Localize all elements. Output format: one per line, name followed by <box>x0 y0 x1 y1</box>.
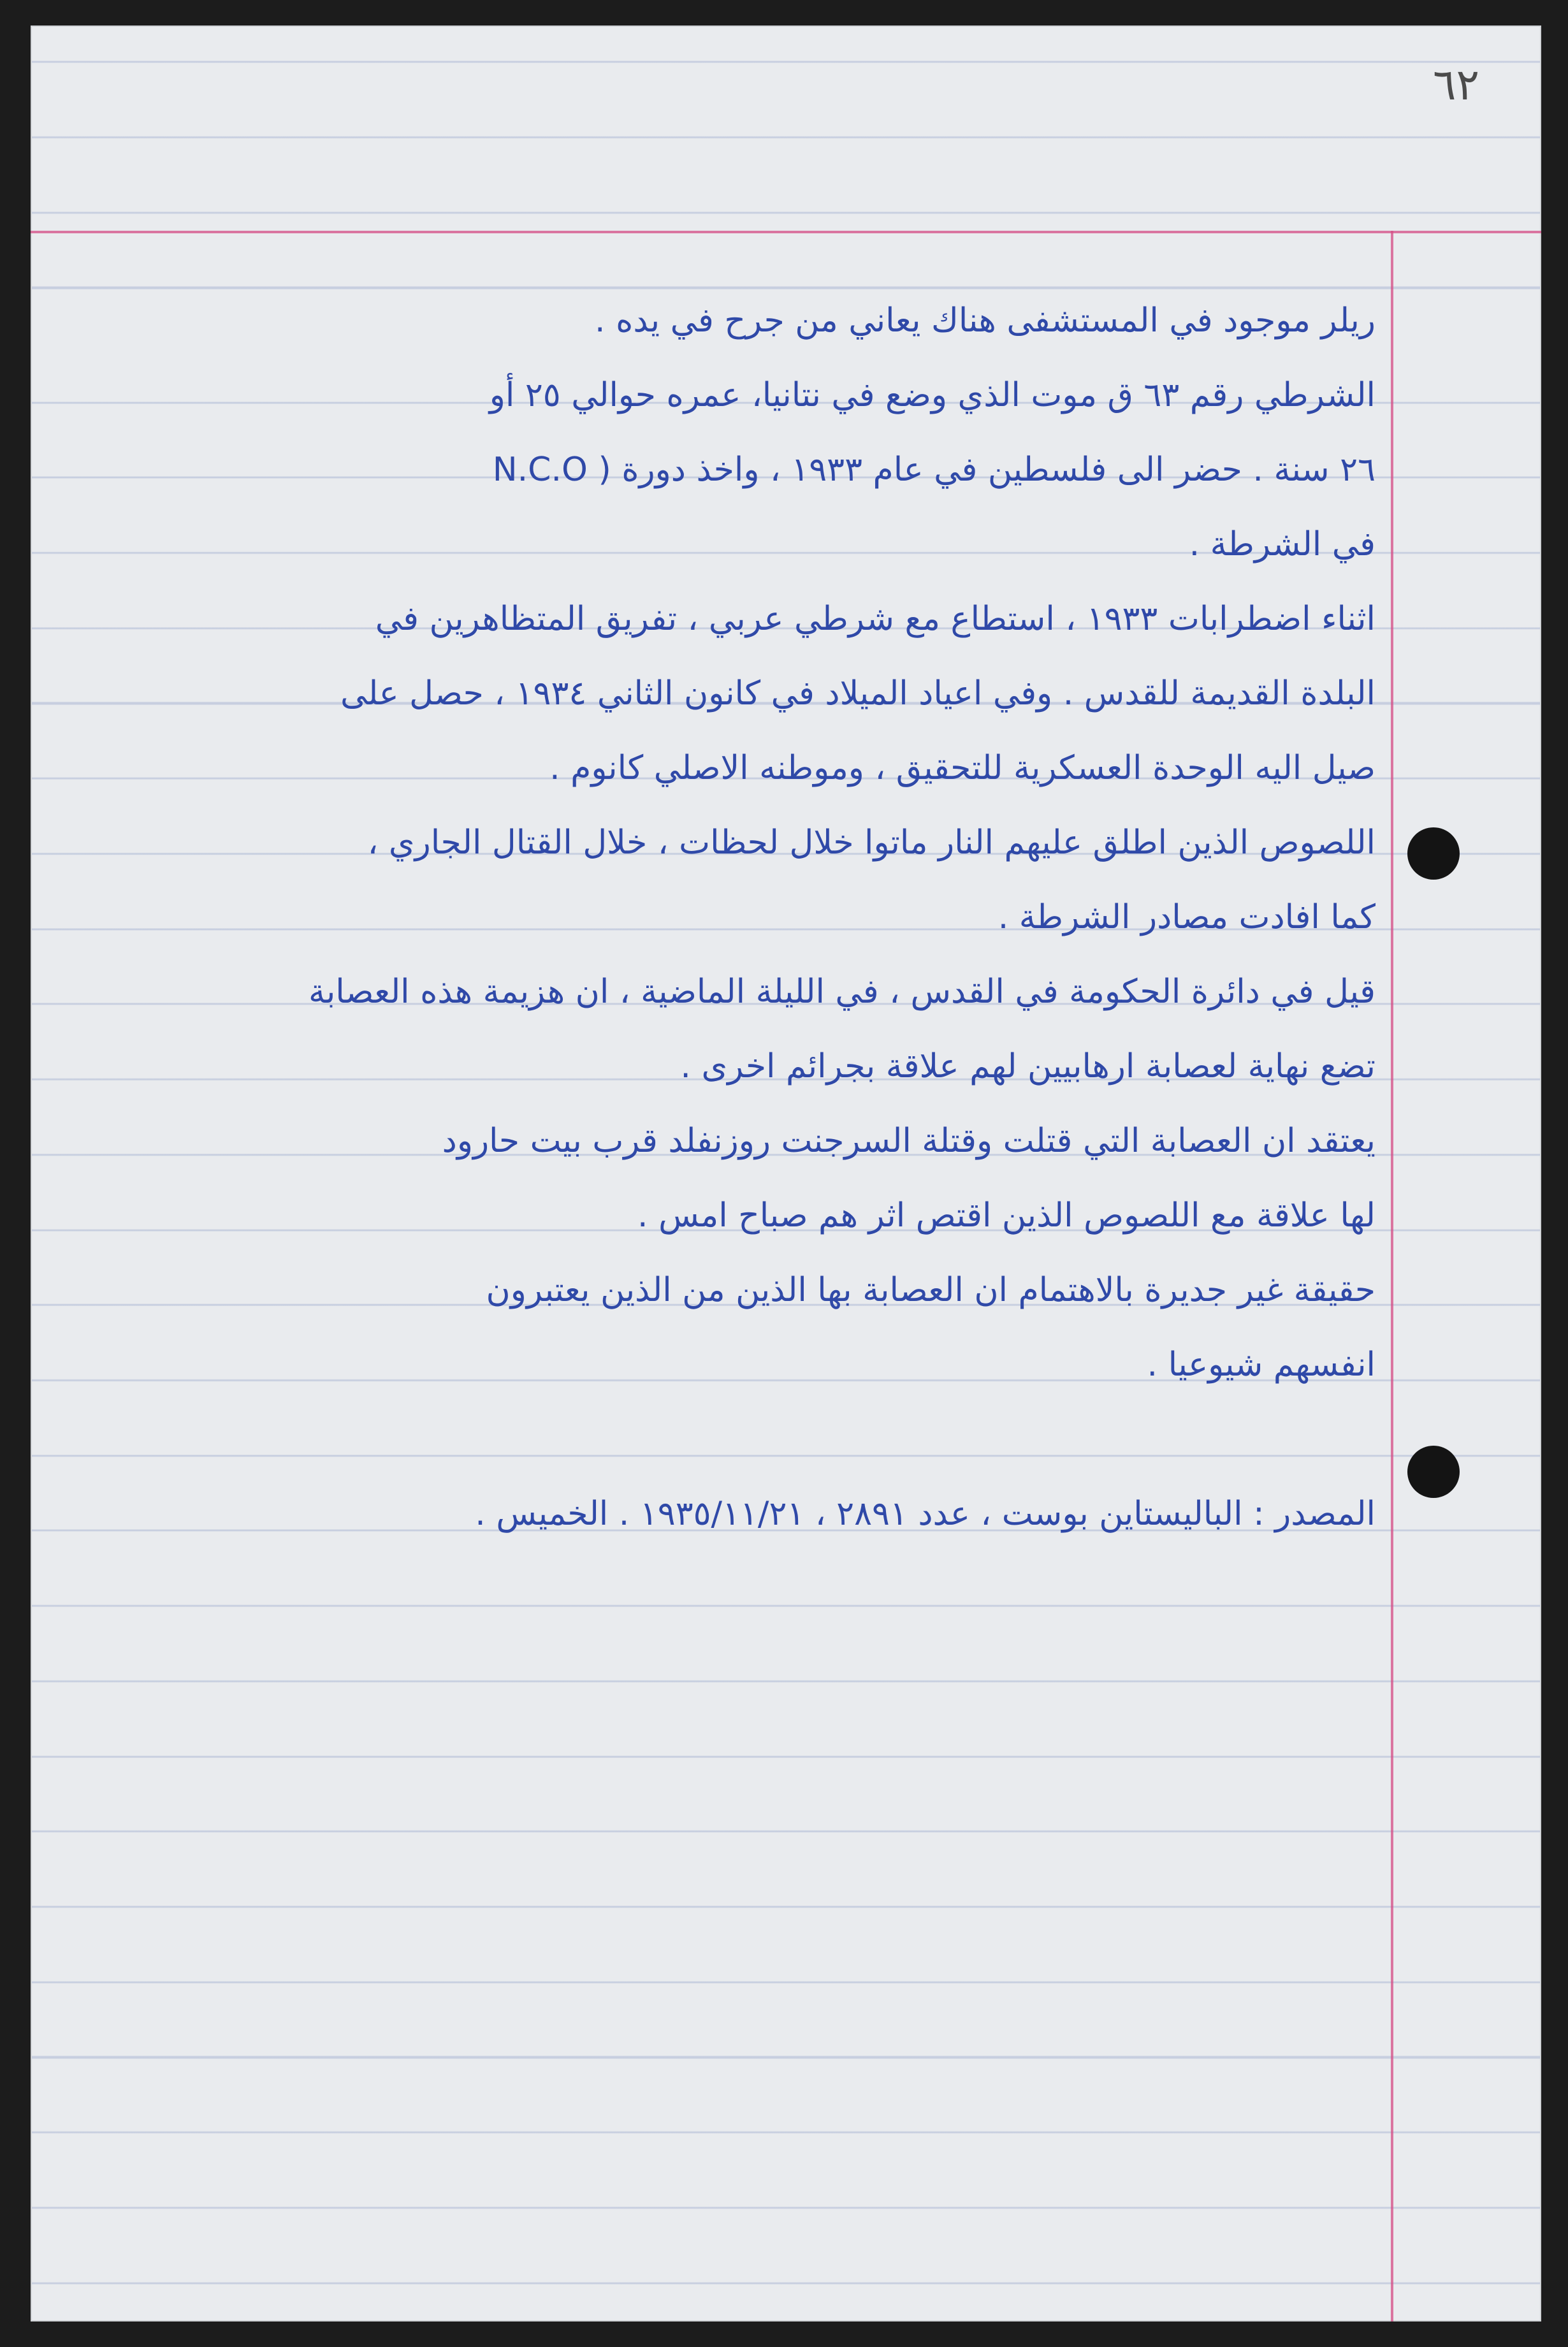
source-citation: المصدر : الباليستاين بوست ، عدد ٢٨٩١ ، ١٩٣٥/١١/٢١ . الخميس . <box>475 1495 1376 1533</box>
right-margin-rule <box>1391 231 1393 2322</box>
text-line: انفسهم شيوعيا . <box>1147 1346 1376 1384</box>
text-line: يعتقد ان العصابة التي قتلت وقتلة السرجنت روزنفلد قرب بيت حارود <box>442 1122 1376 1160</box>
text-line: في الشرطة . <box>1189 525 1376 563</box>
lined-paper-sheet <box>31 25 1541 2322</box>
text-line: كما افادت مصادر الشرطة . <box>998 898 1376 936</box>
text-line: البلدة القديمة للقدس . وفي اعياد الميلاد في كانون الثاني ١٩٣٤ ، حصل على <box>340 674 1376 713</box>
text-line: اللصوص الذين اطلق عليهم النار ماتوا خلال لحظات ، خلال القتال الجاري ، <box>367 824 1376 862</box>
text-line: صيل اليه الوحدة العسكرية للتحقيق ، وموطنه الاصلي كانوم . <box>549 749 1376 787</box>
text-line: اثناء اضطرابات ١٩٣٣ ، استطاع مع شرطي عربي ، تفريق المتظاهرين في <box>375 600 1376 638</box>
binder-hole <box>1407 827 1460 880</box>
text-line: لها علاقة مع اللصوص الذين اقتص اثر هم صباح امس . <box>637 1196 1376 1235</box>
text-line: تضع نهاية لعصابة ارهابيين لهم علاقة بجرائم اخرى . <box>680 1047 1376 1086</box>
text-line: قيل في دائرة الحكومة في القدس ، في الليلة الماضية ، ان هزيمة هذه العصابة <box>308 973 1376 1011</box>
blank-line <box>126 1402 1376 1477</box>
text-line: ريلر موجود في المستشفى هناك يعاني من جرح في يده . <box>595 302 1376 340</box>
handwritten-text-body <box>126 284 1376 1551</box>
text-line: حقيقة غير جديرة بالاهتمام ان العصابة بها الذين من الذين يعتبرون <box>486 1271 1376 1309</box>
text-line: الشرطي رقم ٦٣ ق موت الذي وضع في نتانيا، عمره حوالي ٢٥ أو <box>489 376 1376 414</box>
binder-hole <box>1407 1446 1460 1498</box>
text-line: ٢٦ سنة . حضر الى فلسطين في عام ١٩٣٣ ، واخذ دورة ( N.C.O <box>492 451 1376 489</box>
top-margin-rule <box>31 231 1541 233</box>
page-number: ٦٢ <box>1433 60 1480 110</box>
